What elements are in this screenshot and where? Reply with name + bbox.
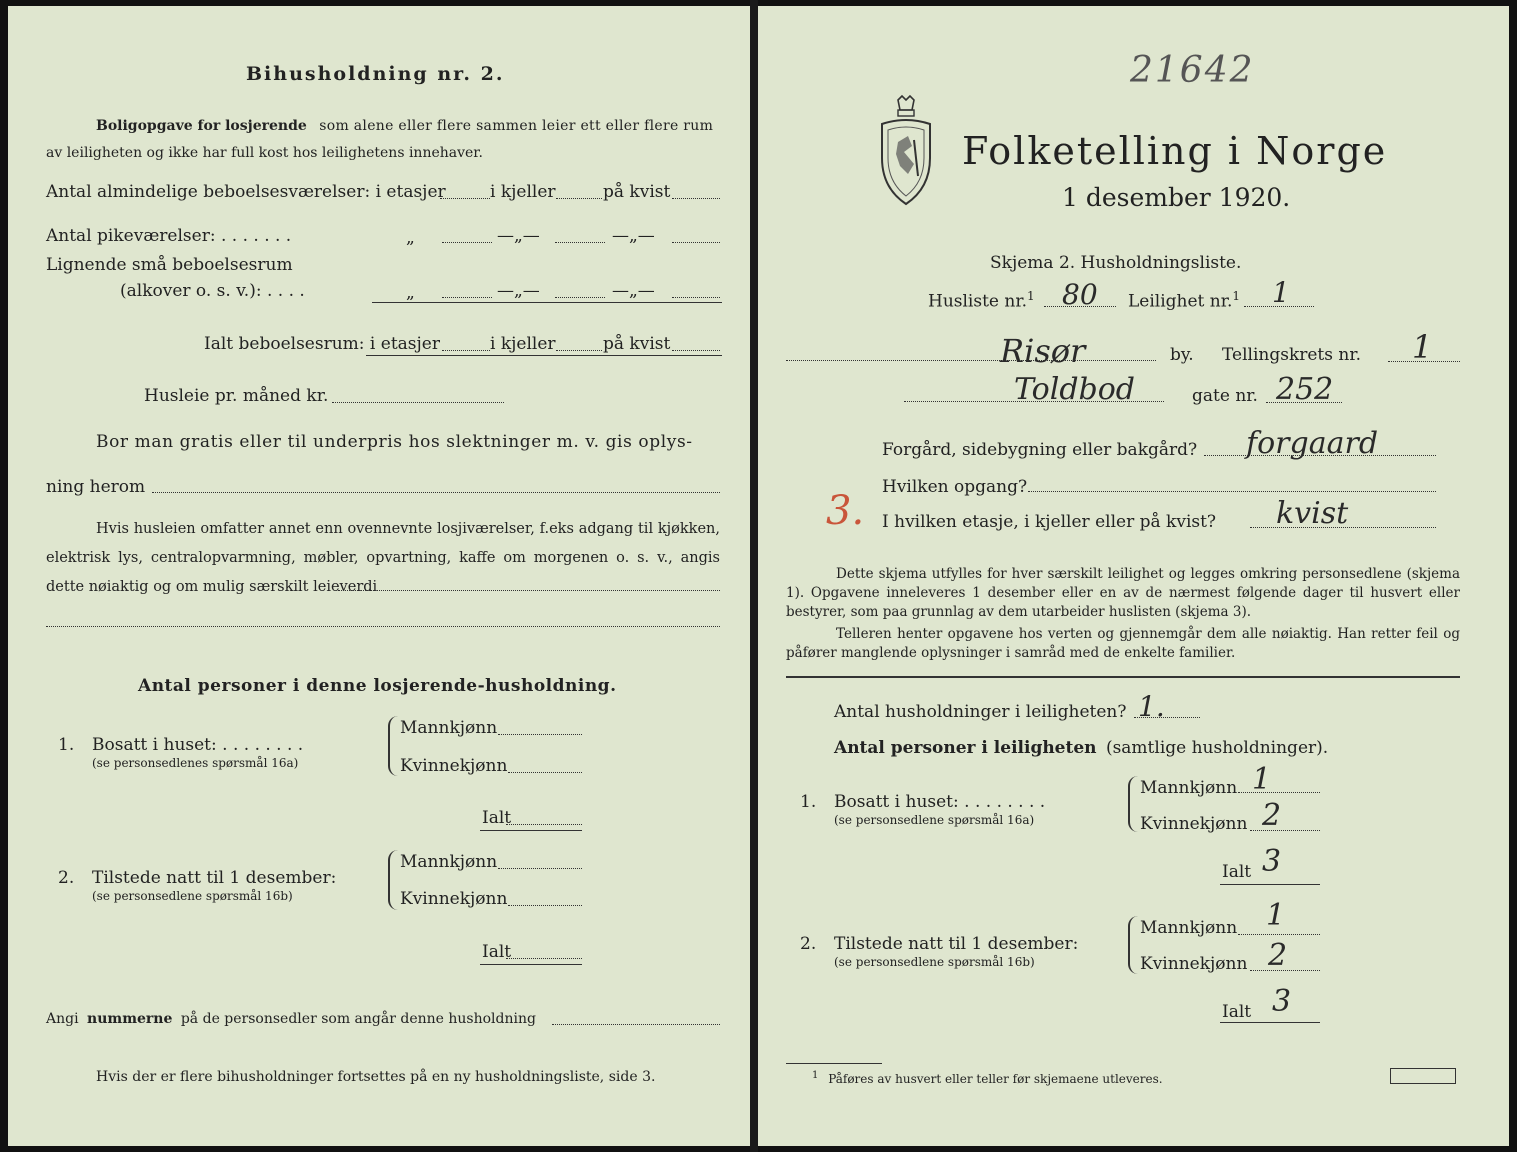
ialt-label: Ialt: [1222, 1002, 1252, 1022]
footnote-mark: 1: [1027, 289, 1035, 303]
lignende-label: Lignende små beboelsesrum: [46, 255, 293, 275]
census-date: 1 desember 1920.: [1062, 183, 1291, 212]
krets-label: Tellingskrets nr.: [1222, 345, 1362, 365]
kvinne-label: Kvinnekjønn: [400, 889, 508, 909]
etasje-field: [1250, 527, 1436, 528]
total-label: Ialt beboelsesrum: i etasjer: [204, 334, 440, 354]
field-kvist[interactable]: [672, 198, 720, 199]
ialt-underline: [1220, 1022, 1320, 1023]
field-bosatt-mann[interactable]: [498, 734, 582, 735]
coat-of-arms-icon: [874, 94, 938, 208]
husliste-value[interactable]: 80: [1062, 278, 1098, 311]
bosatt-ialt-value[interactable]: 3: [1262, 844, 1282, 879]
ialt-underline: [1220, 884, 1320, 885]
krets-field: [1388, 361, 1460, 362]
bosatt-mann-value[interactable]: 1: [1252, 762, 1272, 797]
bosatt-kvinne-value[interactable]: 2: [1262, 798, 1282, 833]
intro-line-2: av leiligheten og ikke har full kost hos leilighetens innehaver.: [46, 145, 483, 161]
field-bosatt-ialt[interactable]: [506, 824, 582, 825]
street-value[interactable]: Toldbod: [1014, 372, 1136, 407]
tilstede-ialt-value[interactable]: 3: [1272, 984, 1292, 1019]
city-field: [786, 360, 1156, 361]
forgard-field: [1204, 455, 1436, 456]
alkover-label: (alkover o. s. v.): . . . .: [120, 281, 305, 301]
field-bosatt-kvinne[interactable]: [508, 772, 582, 773]
tilstede-label: Tilstede natt til 1 desember:: [92, 868, 337, 888]
schema-label: Skjema 2. Husholdningsliste.: [990, 253, 1242, 273]
field-alkover-kvist[interactable]: [672, 297, 720, 298]
field: [1238, 934, 1320, 935]
husleie-label: Husleie pr. måned kr.: [144, 386, 329, 406]
tilstede-kvinne-value[interactable]: 2: [1268, 938, 1288, 973]
husholdninger-field: [1134, 717, 1200, 718]
angi-line: [46, 1010, 536, 1028]
left-title: Bihusholdning nr. 2.: [246, 63, 505, 85]
intro-line-1: [96, 117, 713, 135]
ialt-underline: [480, 830, 582, 831]
husliste-field: [1044, 306, 1116, 307]
footnote-text: Påføres av husvert eller teller før skjemaene utleveres.: [828, 1072, 1163, 1086]
field-alkover-kjeller[interactable]: [555, 297, 605, 298]
ialt-label: Ialt: [1222, 862, 1252, 882]
husliste-label: [928, 288, 1035, 312]
ditto-dash: —„—: [612, 226, 655, 246]
gate-label: gate nr.: [1192, 386, 1258, 406]
page-spine: [750, 0, 758, 1152]
brace: [1128, 776, 1138, 832]
field: [1250, 830, 1320, 831]
field-kjeller[interactable]: [556, 198, 602, 199]
intro-rest: som alene eller flere sammen leier ett eller flere rum: [319, 118, 714, 134]
opgang-field[interactable]: [1028, 491, 1436, 492]
rooms-row-label: Antal almindelige beboelsesværelser: i etasjer: [46, 182, 446, 202]
total-rule: [372, 302, 722, 303]
gratis-line-2: ning herom: [46, 477, 146, 497]
field-pike-kvist[interactable]: [672, 242, 720, 243]
city-value[interactable]: Risør: [1000, 332, 1086, 370]
field-etasjer[interactable]: [440, 198, 490, 199]
archive-number: 21642: [1130, 50, 1255, 91]
by-label: by.: [1170, 345, 1194, 365]
margin-note: 3.: [826, 488, 865, 534]
leilighet-label-text: Leilighet nr.: [1128, 291, 1233, 312]
field-tilstede-ialt[interactable]: [506, 958, 582, 959]
tilstede-mann-value[interactable]: 1: [1266, 898, 1286, 933]
field-leieverdi[interactable]: [338, 590, 720, 591]
forgard-label: Forgård, sidebygning eller bakgård?: [882, 440, 1198, 460]
intro-bold: Boligopgave for losjerende: [96, 118, 307, 134]
ialt-label: Ialt: [482, 942, 512, 962]
mann-label: Mannkjønn: [1140, 918, 1238, 938]
tilstede-num: 2.: [58, 868, 75, 888]
footnote: [812, 1068, 1163, 1087]
field-total-kvist[interactable]: [672, 350, 720, 351]
mann-label: Mannkjønn: [1140, 778, 1238, 798]
field-total-etasjer[interactable]: [442, 350, 490, 351]
forgard-value[interactable]: forgaard: [1246, 426, 1379, 461]
total-underline: [366, 355, 722, 356]
bosatt-label: Bosatt i huset: . . . . . . . .: [92, 735, 304, 755]
etasje-label: I hvilken etasje, i kjeller eller på kvist?: [882, 512, 1217, 532]
ditto-dash: —„—: [497, 226, 540, 246]
footnote-mark: 1: [1232, 289, 1241, 303]
field-leieverdi-2[interactable]: [46, 626, 720, 627]
krets-value[interactable]: 1: [1412, 328, 1433, 366]
brace: [388, 716, 398, 776]
field-total-kjeller[interactable]: [556, 350, 602, 351]
persons-title-rest: (samtlige husholdninger).: [1105, 738, 1329, 758]
leilighet-value[interactable]: 1: [1272, 276, 1290, 309]
leilighet-field: [1244, 306, 1314, 307]
right-title: Folketelling i Norge: [962, 129, 1388, 173]
field-gratis[interactable]: [152, 492, 720, 493]
brace: [388, 850, 398, 910]
field-husleie[interactable]: [332, 402, 504, 403]
kvist-label: på kvist: [603, 182, 671, 202]
angi-pre: Angi: [46, 1011, 79, 1027]
field-alkover-etasjer[interactable]: [442, 297, 492, 298]
left-persons-title: Antal personer i denne losjerende-husholdning.: [138, 676, 617, 696]
footnote-rule: [786, 1063, 882, 1064]
husholdninger-value[interactable]: 1.: [1138, 690, 1165, 723]
field-tilstede-mann[interactable]: [498, 868, 582, 869]
kjeller-label: i kjeller: [490, 334, 556, 354]
gate-field: [1266, 402, 1342, 403]
angi-rest: på de personsedler som angår denne husholdning: [180, 1011, 536, 1027]
tilstede-label: Tilstede natt til 1 desember:: [834, 934, 1079, 954]
field: [1250, 970, 1320, 971]
tilstede-ref: (se personsedlene spørsmål 16b): [92, 889, 293, 903]
field-nummerne[interactable]: [552, 1024, 720, 1025]
kvinne-label: Kvinnekjønn: [1140, 814, 1248, 834]
opgang-label: Hvilken opgang?: [882, 477, 1028, 497]
field: [1238, 792, 1320, 793]
mann-label: Mannkjønn: [400, 852, 498, 872]
bosatt-ref: (se personsedlenes spørsmål 16a): [92, 756, 299, 770]
info-paragraph-2: Telleren henter opgavene hos verten og gjennemgår dem alle nøiaktig. Han retter feil og påfører manglende oplysninger i samråd med de enkelte familier.: [786, 626, 1460, 661]
field-pike-etasjer[interactable]: [442, 242, 492, 243]
husliste-label-text: Husliste nr.: [928, 291, 1028, 312]
bosatt-label: Bosatt i huset: . . . . . . . .: [834, 792, 1046, 812]
left-footer: Hvis der er flere bihusholdninger fortsettes på en ny husholdningsliste, side 3.: [96, 1069, 656, 1085]
kvist-label: på kvist: [603, 334, 671, 354]
kjeller-label: i kjeller: [490, 182, 556, 202]
ialt-label: Ialt: [482, 808, 512, 828]
ditto-mark: „: [406, 228, 415, 248]
field-tilstede-kvinne[interactable]: [508, 905, 582, 906]
field-pike-kjeller[interactable]: [555, 242, 605, 243]
tilstede-ref: (se personsedlene spørsmål 16b): [834, 955, 1035, 969]
gratis-line-1: Bor man gratis eller til underpris hos slektninger m. v. gis oplys-: [96, 432, 693, 452]
etasje-value[interactable]: kvist: [1276, 496, 1349, 531]
gate-value[interactable]: 252: [1276, 372, 1334, 407]
leilighet-label: [1128, 288, 1240, 312]
info-paragraph-1: Dette skjema utfylles for hver særskilt leilighet og legges omkring personsedlene (skjema 1). Opgavene inneleveres 1 desember eller en av de nærmest følgende dager til husvert eller bestyrer, som paa grunnlag av dem utarbeider huslisten (skjema 3).: [786, 566, 1460, 620]
right-persons-title: [834, 738, 1328, 758]
angi-bold: nummerne: [87, 1011, 173, 1027]
bosatt-num: 1.: [800, 792, 817, 812]
ditto-mark: „: [406, 283, 415, 303]
bosatt-ref: (se personsedlene spørsmål 16a): [834, 813, 1035, 827]
kvinne-label: Kvinnekjønn: [400, 756, 508, 776]
persons-title-bold: Antal personer i leiligheten: [834, 738, 1097, 758]
section-divider: [786, 676, 1460, 678]
kvinne-label: Kvinnekjønn: [1140, 954, 1248, 974]
left-info-paragraph: Hvis husleien omfatter annet enn ovennevnte losjiværelser, f.eks adgang til kjøkken, elektrisk lys, centralopvarmning, møbler, opvartning, kaffe om morgenen o. s. v., angis dette nøiaktig og om mulig særskilt leieverdi: [46, 521, 720, 595]
printer-stamp: [1390, 1068, 1456, 1084]
footnote-mark: 1: [812, 1070, 819, 1081]
ialt-underline: [480, 964, 582, 965]
mann-label: Mannkjønn: [400, 718, 498, 738]
tilstede-num: 2.: [800, 934, 817, 954]
pike-row-label: Antal pikeværelser: . . . . . . .: [46, 226, 292, 246]
husholdninger-label: Antal husholdninger i leiligheten?: [834, 702, 1127, 722]
brace: [1128, 916, 1138, 974]
bosatt-num: 1.: [58, 735, 75, 755]
ditto-dash: —„—: [497, 281, 540, 301]
ditto-dash: —„—: [612, 281, 655, 301]
